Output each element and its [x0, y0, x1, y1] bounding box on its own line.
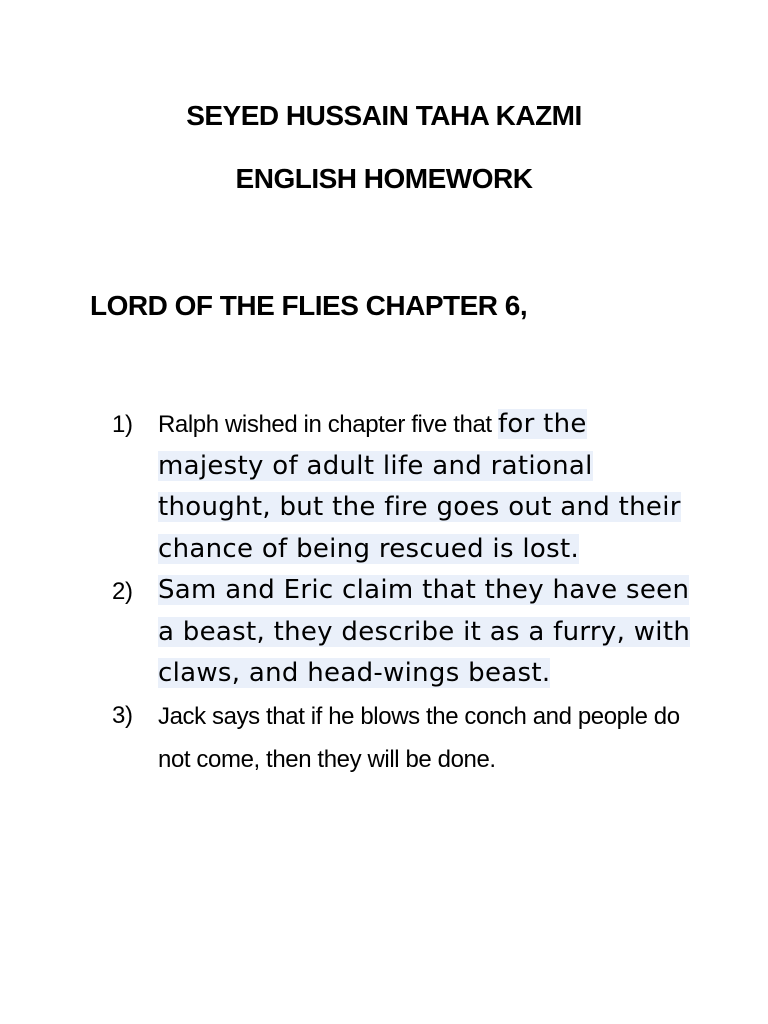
answer-list [112, 404, 692, 781]
answer-item-2 [112, 570, 692, 695]
answer-text [158, 404, 692, 570]
author-name: SEYED HUSSAIN TAHA KAZMI [186, 100, 582, 131]
answer-text [158, 570, 692, 695]
answer-number: 2) [112, 578, 133, 605]
answer-item-1 [112, 404, 692, 570]
answer-highlighted-text: Sam and Eric claim that they have seen a beast, they describe it as a furry, with claws, and head-wings beast. [158, 575, 691, 688]
answer-text [158, 695, 692, 781]
answer-highlighted-text: for the majesty of adult life and rational thought, but the fire goes out and their chance of being rescued is lost. [158, 409, 681, 564]
answer-plain-text: Jack says that if he blows the conch and people do not come, then they will be done. [158, 702, 680, 773]
answer-number: 3) [112, 701, 133, 729]
answer-number: 1) [112, 411, 133, 438]
answer-plain-text: Ralph wished in chapter five that [158, 411, 498, 438]
section-heading: LORD OF THE FLIES CHAPTER 6, [90, 290, 528, 321]
document-subject: ENGLISH HOMEWORK [235, 163, 533, 194]
answer-item-3 [112, 695, 692, 781]
